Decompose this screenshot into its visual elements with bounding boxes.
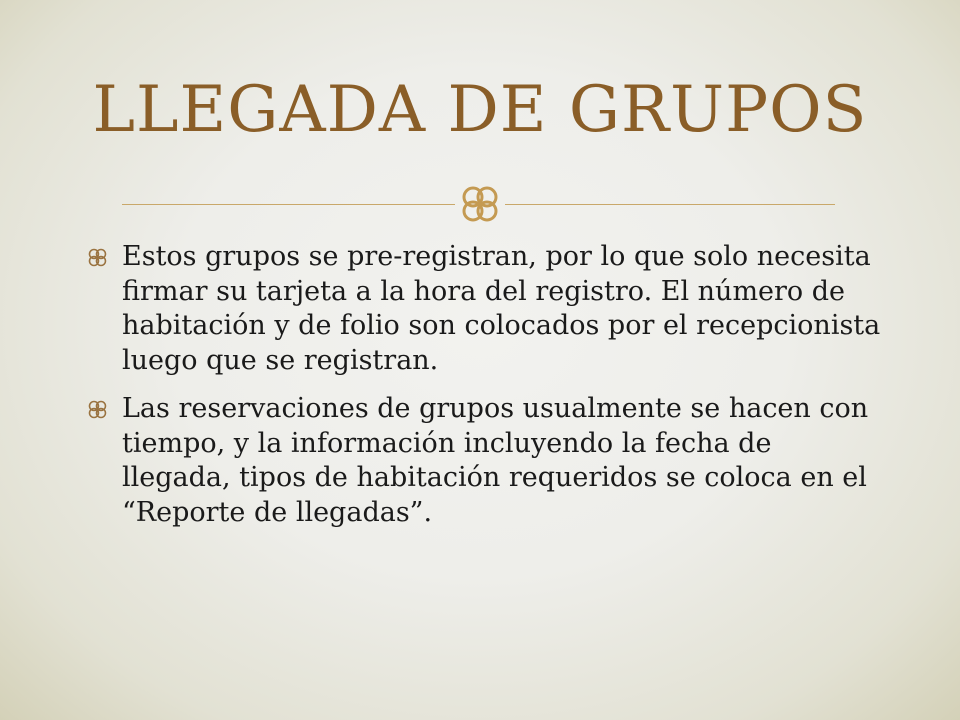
quatrefoil-bullet-icon bbox=[84, 399, 122, 421]
bullet-item bbox=[84, 392, 884, 530]
bullet-list bbox=[84, 240, 884, 544]
title-divider-right bbox=[505, 204, 835, 205]
clover-ornament-icon bbox=[456, 180, 504, 228]
bullet-item bbox=[84, 240, 884, 378]
slide-title: LLEGADA DE GRUPOS bbox=[92, 73, 868, 147]
bullet-text: Estos grupos se pre-registran, por lo que solo necesita firmar su tarjeta a la hora del registro. El número de habitación y de folio son colocados por el recepcionista luego que se registran. bbox=[122, 241, 881, 376]
title-divider-left bbox=[122, 204, 455, 205]
bullet-text: Las reservaciones de grupos usualmente se hacen con tiempo, y la información incluyendo la fecha de llegada, tipos de habitación requeridos se coloca en el “Reporte de llegadas”. bbox=[122, 393, 869, 528]
quatrefoil-bullet-icon bbox=[84, 247, 122, 269]
